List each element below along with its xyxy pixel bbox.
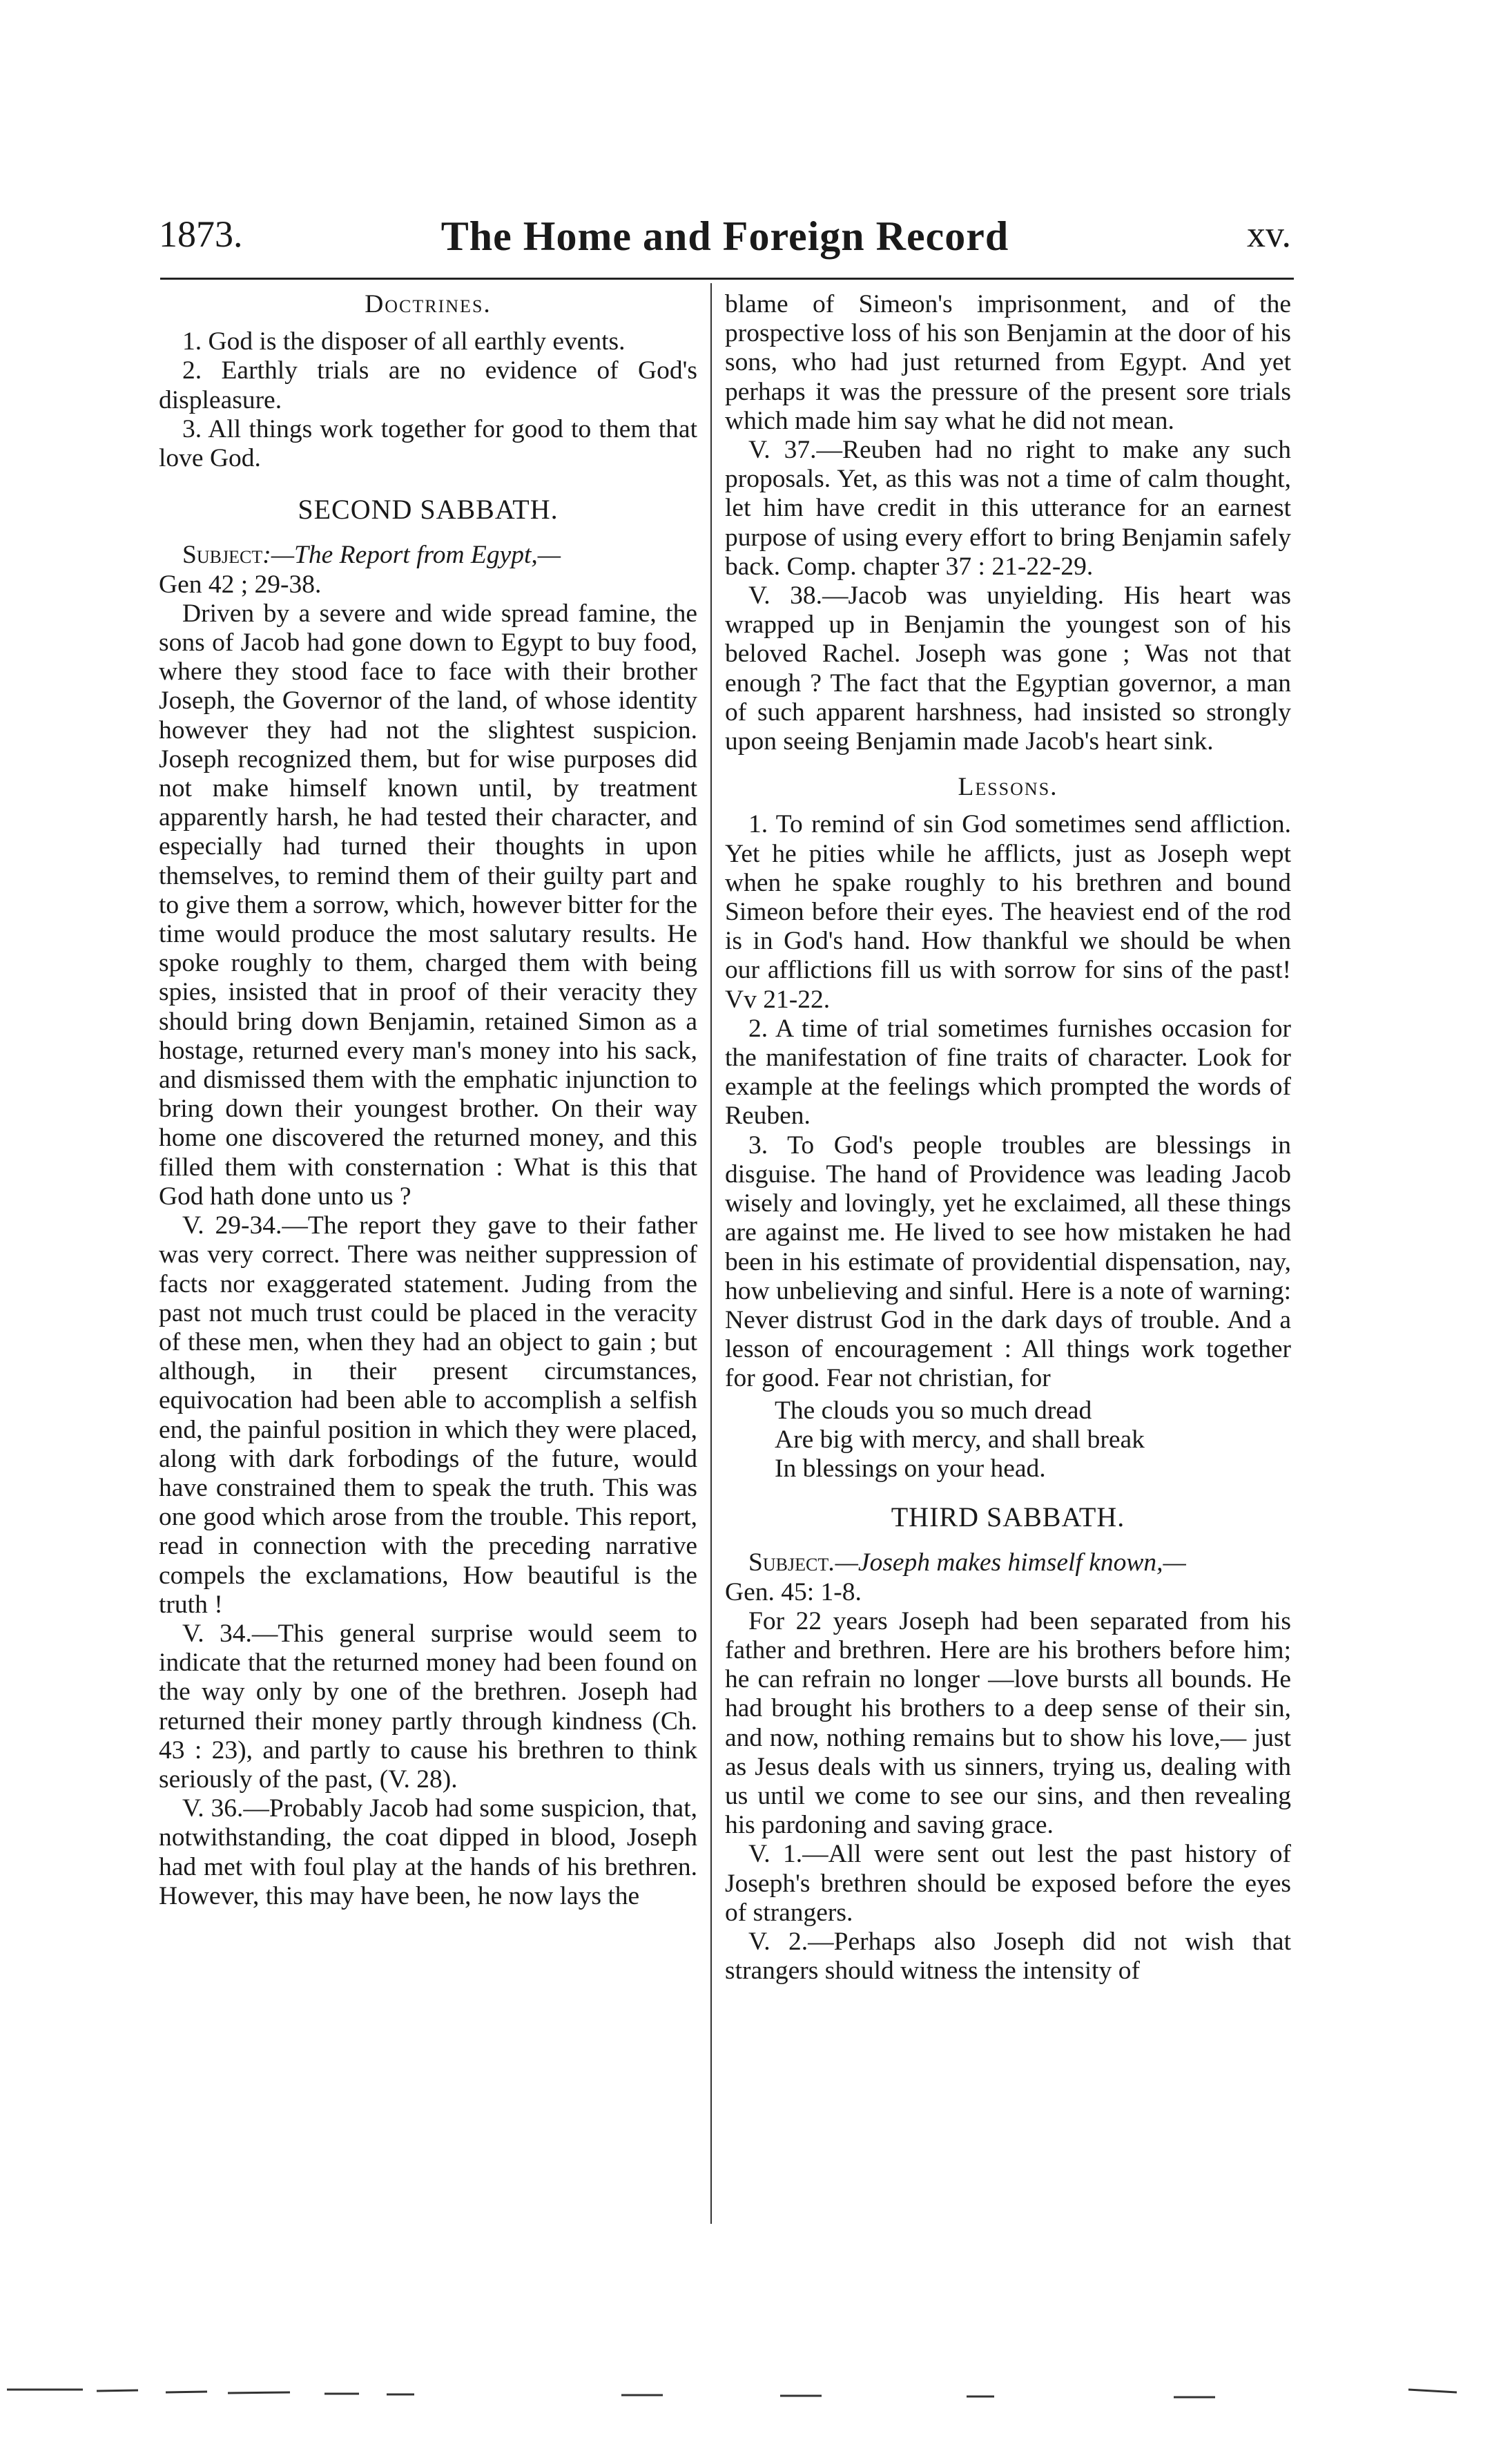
lesson-item: 3. To God's people troubles are blessings in disguise. The hand of Providence was leading Jacob wisely and lovingly, yet he exclaimed, all these things are against me. He lived to see how mistaken he had been in his estimate of providential dispensation, nay, how unbelieving and sinful. Here is a note of warning: Never distrust God in the dark days of trouble. And a lesson of encouragement : All things work together for good. Fear not christian, for [725,1131,1291,1393]
doctrine-item: 3. All things work together for good to them that love God. [159,414,697,473]
lesson-item: 1. To remind of sin God sometimes send affliction. Yet he pities while he afflicts, just as Joseph wept when he spake roughly to his brethren and bound Simeon before their eyes. The heaviest end of the rod is in God's hand. How thankful we should be when our afflictions fill us with sorrow for sins of the past! Vv 21-22. [725,810,1291,1014]
scan-noise [0,2362,1512,2417]
doctrine-item: 1. God is the disposer of all earthly events. [182,327,626,356]
right-column [725,290,1291,1986]
poem-line: The clouds you so much dread [775,1396,1092,1425]
paragraph: For 22 years Joseph had been separated from his father and brethren. Here are his brothers before him; he can refrain no longer —love bursts all bounds. He had brought his brothers to a deep sense of their sin, and now, nothing remains but to show his love,— just as Jesus deals with us sinners, trying us, dealing with us until we come to see our sins, and then revealing his pardoning and saving grace. [725,1606,1291,1840]
running-header [159,213,1291,275]
subject-title: :—The Report from Egypt,— [262,541,561,570]
subject-line [159,541,697,570]
paragraph: V. 37.—Reuben had no right to make any such proposals. Yet, as this was not a time of calm thought, let him have credit in this utterance for an earnest purpose of using every effort to bring Benjamin safely back. Comp. chapter 37 : 21-22-29. [725,436,1291,581]
doctrine-item: 2. Earthly trials are no evidence of God's displeasure. [159,356,697,414]
column-divider [710,283,712,2224]
header-page-number: xv. [1247,213,1291,255]
paragraph: blame of Simeon's imprisonment, and of the prospective loss of his son Benjamin at the door of his sons, who had just returned from Egypt. And yet perhaps it was the pressure of the present sore trials which made him say what he did not mean. [725,290,1291,435]
left-column [159,290,697,1911]
header-rule [160,278,1294,280]
paragraph: V. 38.—Jacob was unyielding. His heart was wrapped up in Benjamin the youngest son of his beloved Rachel. Joseph was gone ; Was not that enough ? The fact that the Egyptian governor, a man of such apparent harshness, had insisted so strongly upon seeing Benjamin made Jacob's heart sink. [725,582,1291,756]
subject-label: Subject [182,541,263,570]
subject-reference: Gen. 45: 1-8. [725,1577,862,1606]
subject-line [725,1548,1291,1577]
paragraph: V. 29-34.—The report they gave to their father was very correct. There was neither suppression of facts nor exaggerated statement. Juding from the past not much trust could be placed in the veracity of these men, when they had an object to gain ; but although, in their present circumstances, equivocation had been able to accomplish a selfish end, the painful position in which they were placed, along with dark forbodings of the future, would have constrained them to speak the truth. This was one good which arose from the trouble. This report, read in connection with the preceding narrative compels the exclamations, How beautiful is the truth ! [159,1211,697,1619]
header-year: 1873. [159,213,243,255]
second-sabbath-heading: SECOND SABBATH. [298,494,559,526]
paragraph: V. 2.—Perhaps also Joseph did not wish that strangers should witness the intensity of [725,1927,1291,1986]
lessons-heading: Lessons. [958,773,1058,802]
subject-title: .—Joseph makes himself known,— [828,1548,1186,1577]
paragraph: V. 36.—Probably Jacob had some suspicion, that, notwithstanding, the coat dipped in blood, Joseph had met with foul play at the hands of his brethren. However, this may have been, he now lays the [159,1794,697,1910]
poem-line: Are big with mercy, and shall break [775,1425,1145,1454]
subject-reference: Gen 42 ; 29-38. [159,570,322,599]
paragraph: Driven by a severe and wide spread famine, the sons of Jacob had gone down to Egypt to buy food, where they stood face to face with their brother Joseph, the Governor of the land, of whose identity however they had not the slightest suspicion. Joseph recognized them, but for wise purposes did not make himself known until, by treatment apparently harsh, he had tested their character, and especially had turned their thoughts in upon themselves, to remind them of their guilty part and to give them a sorrow, which, however bitter for the time would produce the most salutary results. He spoke roughly to them, charged them with being spies, insisted that in proof of their veracity they should bring down Benjamin, retained Simon as a hostage, returned every man's money into his sack, and dismissed them with the emphatic injunction to bring down their youngest brother. On their way home one discovered the returned money, and this filled them with consternation : What is this that God hath done unto us ? [159,599,697,1211]
third-sabbath-heading: THIRD SABBATH. [891,1501,1125,1533]
poem-line: In blessings on your head. [775,1454,1046,1483]
lesson-item: 2. A time of trial sometimes furnishes occasion for the manifestation of fine traits of character. Look for example at the feelings which prompted the words of Reuben. [725,1014,1291,1131]
paragraph: V. 1.—All were sent out lest the past history of Joseph's brethren should be exposed before the eyes of strangers. [725,1840,1291,1927]
poem-quote [775,1396,1291,1484]
header-title: The Home and Foreign Record [440,213,1009,259]
doctrines-heading: Doctrines. [365,290,492,318]
subject-label: Subject [748,1548,829,1577]
paragraph: V. 34.—This general surprise would seem to indicate that the returned money had been found on the way only by one of the brethren. Joseph had returned their money partly through kindness (Ch. 43 : 23), and partly to cause his brethren to think seriously of the past, (V. 28). [159,1619,697,1794]
